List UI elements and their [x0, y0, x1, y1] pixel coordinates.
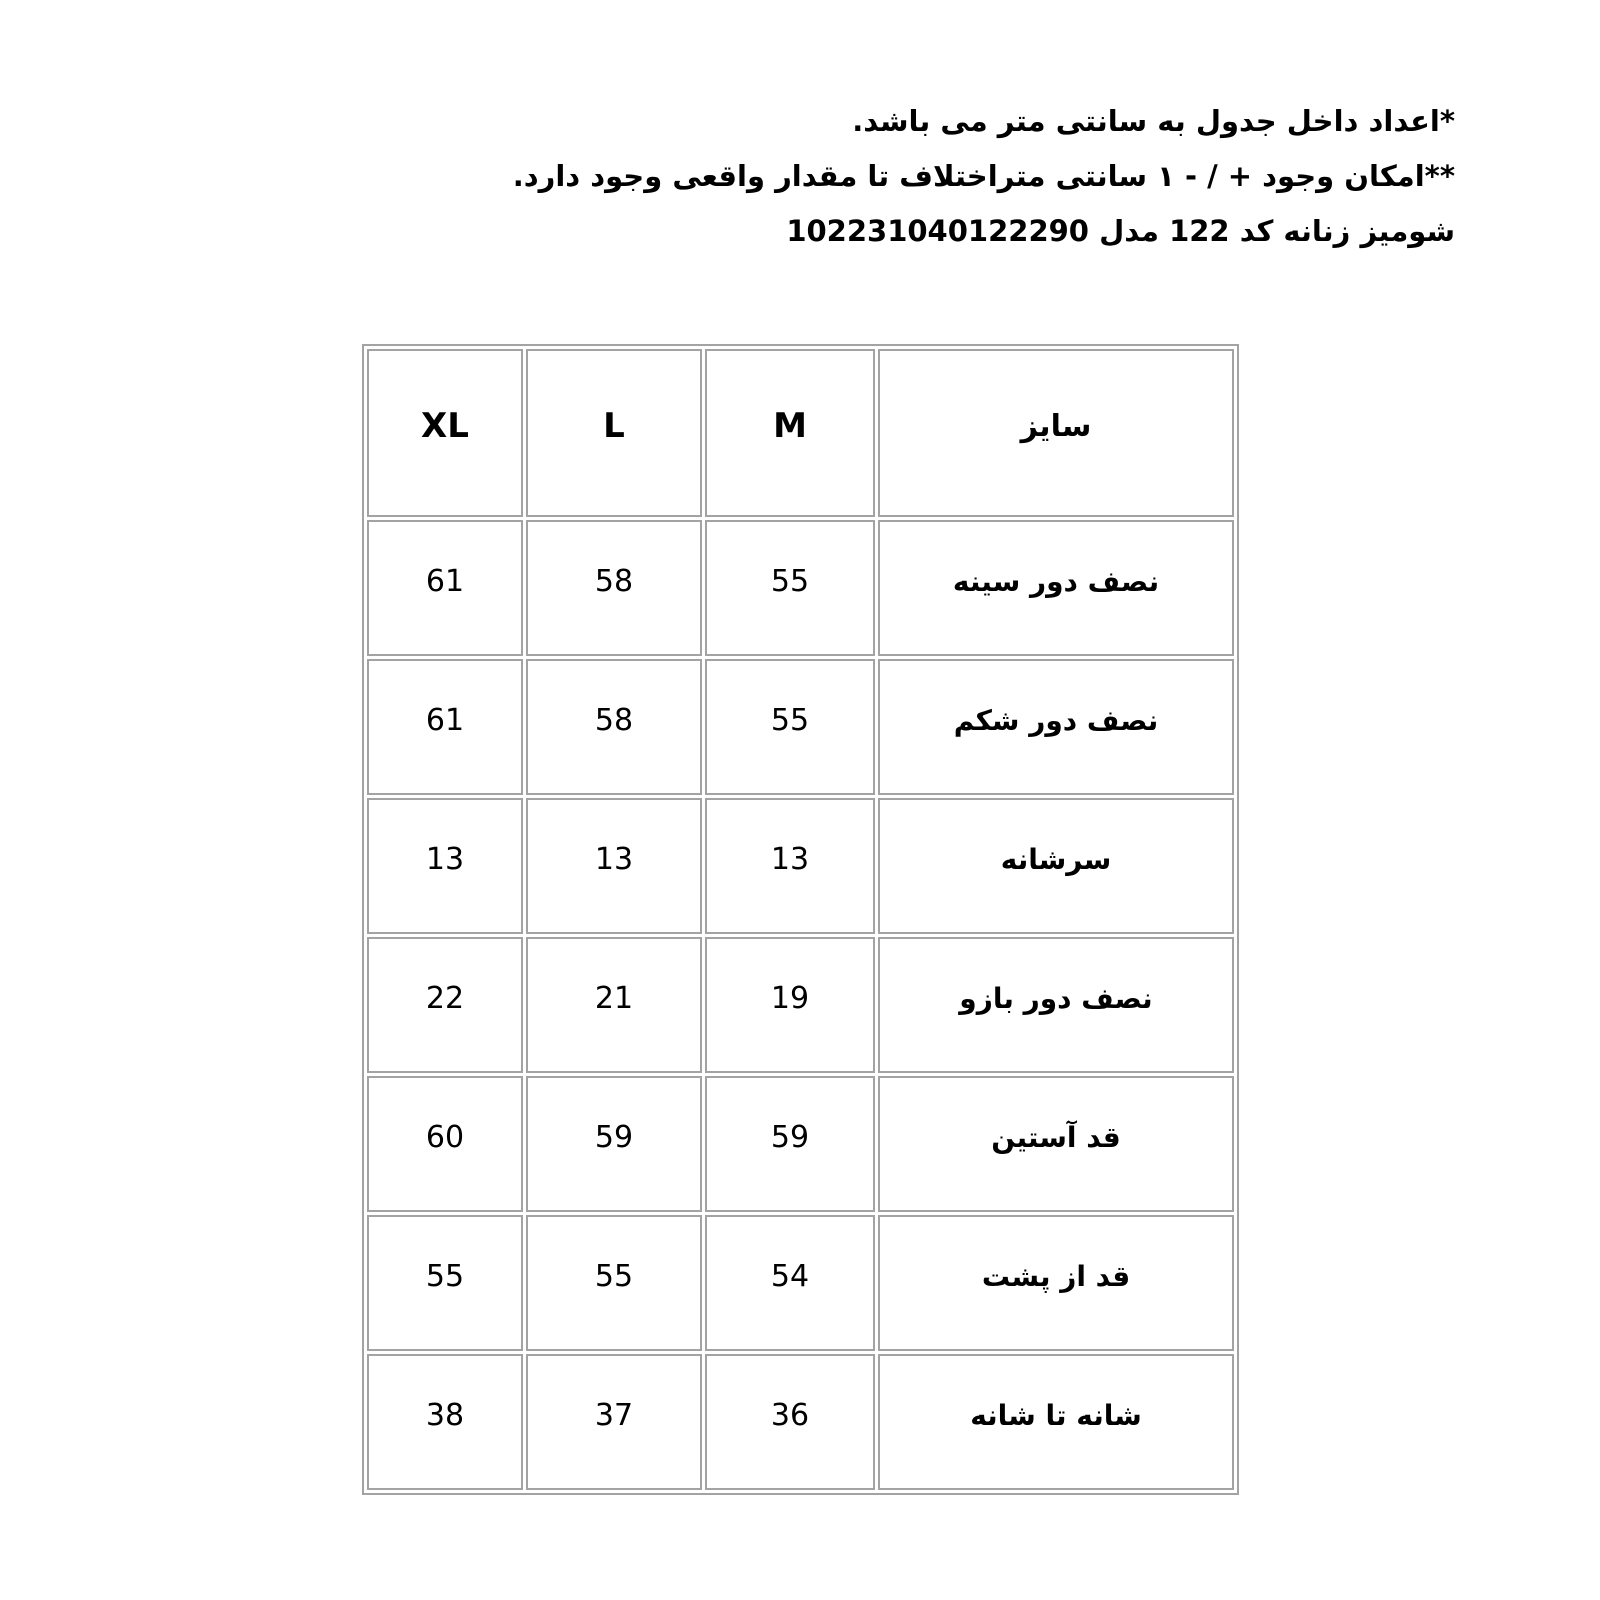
cell-m: 54	[705, 1215, 875, 1351]
cell-xl: 61	[367, 659, 523, 795]
cell-l: 13	[526, 798, 702, 934]
size-chart	[362, 344, 1239, 1495]
table-header-row	[367, 349, 1234, 517]
header-size-label: سایز	[878, 349, 1234, 517]
cell-xl: 55	[367, 1215, 523, 1351]
header-col-m: M	[705, 349, 875, 517]
cell-m: 55	[705, 520, 875, 656]
cell-xl: 13	[367, 798, 523, 934]
table-row-sleeve-length	[367, 1076, 1234, 1212]
cell-xl: 61	[367, 520, 523, 656]
cell-l: 55	[526, 1215, 702, 1351]
cell-xl: 60	[367, 1076, 523, 1212]
notes-block	[513, 94, 1455, 259]
cell-l: 58	[526, 520, 702, 656]
cell-l: 21	[526, 937, 702, 1073]
table-row-half-waist	[367, 659, 1234, 795]
row-label: شانه تا شانه	[878, 1354, 1234, 1490]
table-row-shoulder	[367, 798, 1234, 934]
header-col-l: L	[526, 349, 702, 517]
cell-m: 36	[705, 1354, 875, 1490]
cell-xl: 22	[367, 937, 523, 1073]
note-units: *اعداد داخل جدول به سانتی متر می باشد.	[852, 104, 1455, 138]
cell-l: 37	[526, 1354, 702, 1490]
row-label: نصف دور شکم	[878, 659, 1234, 795]
cell-m: 13	[705, 798, 875, 934]
row-label: سرشانه	[878, 798, 1234, 934]
cell-l: 59	[526, 1076, 702, 1212]
row-label: نصف دور بازو	[878, 937, 1234, 1073]
table-row-back-length	[367, 1215, 1234, 1351]
table-row-half-chest	[367, 520, 1234, 656]
table-row-half-arm	[367, 937, 1234, 1073]
cell-m: 59	[705, 1076, 875, 1212]
row-label: نصف دور سینه	[878, 520, 1234, 656]
cell-m: 19	[705, 937, 875, 1073]
note-tolerance: **امکان وجود + / - ۱ سانتی متراختلاف تا مقدار واقعی وجود دارد.	[512, 159, 1455, 193]
row-label: قد از پشت	[878, 1215, 1234, 1351]
cell-l: 58	[526, 659, 702, 795]
header-col-xl: XL	[367, 349, 523, 517]
table-row-shoulder-to-shoulder	[367, 1354, 1234, 1490]
cell-xl: 38	[367, 1354, 523, 1490]
row-label: قد آستین	[878, 1076, 1234, 1212]
cell-m: 55	[705, 659, 875, 795]
product-title: شومیز زنانه کد 122 مدل 102231040122290	[786, 214, 1455, 248]
size-table	[362, 344, 1239, 1495]
